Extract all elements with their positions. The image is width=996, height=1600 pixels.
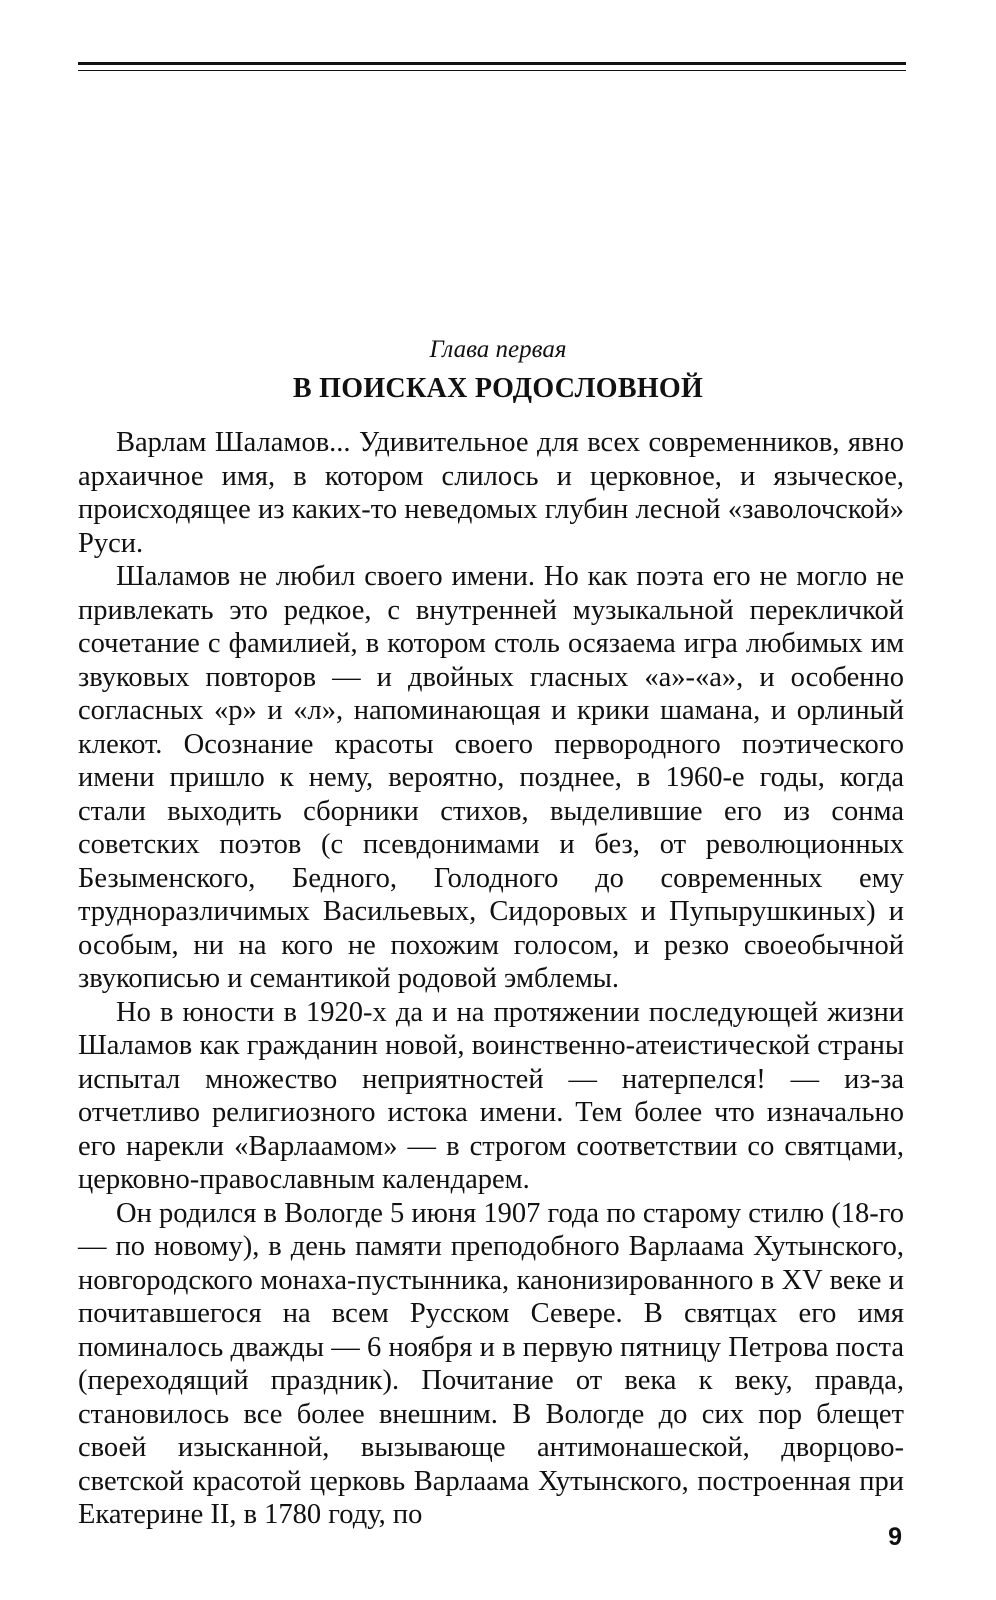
body-text [78,426,904,1532]
header-rule-thick [78,62,906,65]
chapter-label: Глава первая [429,336,567,363]
paragraph-3: Но в юности в 1920-х да и на протяжении последующей жизни Шаламов как гражданин новой, воинственно-атеистической страны испытал множество неприятностей — натерпелся! — из-за отчетливо религиозного истока имени. Тем более что изначально его нарекли «Варлаамом» — в строгом соответствии со святцами, церковно-православным календарем. [78,996,904,1195]
paragraph-1: Варлам Шаламов... Удивительное для всех современников, явно архаичное имя, в котором слилось и церковное, и языческое, происходящее из каких-то неведомых глубин лесной «заволочской» Руси. [78,427,904,559]
paragraph-4: Он родился в Вологде 5 июня 1907 года по старому стилю (18-го — по новому), в день памяти преподобного Варлаама Хутынского, новгородского монаха-пустынника, канонизированного в XV веке и почитавшегося на всем Русском Севере. В святцах его имя поминалось дважды — 6 ноября и в первую пятницу Петрова поста (переходящий праздник). Почитание от века к веку, правда, становилось все более внешним. В Вологде до сих пор блещет своей изысканной, вызывающе антимонашеской, дворцово-светской красотой церковь Варлаама Хутынского, построенная при Екатерине II, в 1780 году, по [78,1197,904,1530]
page-number: 9 [888,1523,902,1551]
chapter-title: В ПОИСКАХ РОДОСЛОВНОЙ [292,373,704,404]
header-rule-thin [78,70,906,71]
paragraph-2: Шаламов не любил своего имени. Но как поэта его не могло не привлекать это редкое, с внутренней музыкальной перекличкой сочетание с фамилией, в котором столь осязаема игра любимых им звуковых повторов — и двойных гласных «а»-«а», и особенно согласных «р» и «л», напоминающая и крики шамана, и орлиный клекот. Осознание красоты своего первородного поэтического имени пришло к нему, вероятно, позднее, в 1960-е годы, когда стали выходить сборники стихов, выделившие его из сонма советских поэтов (с псевдонимами и без, от революционных Безыменского, Бедного, Голодного до современных ему трудноразличимых Васильевых, Сидоровых и Пупырушкиных) и особым, ни на кого не похожим голосом, и резко своеобычной звукописью и семантикой родовой эмблемы. [78,561,904,994]
